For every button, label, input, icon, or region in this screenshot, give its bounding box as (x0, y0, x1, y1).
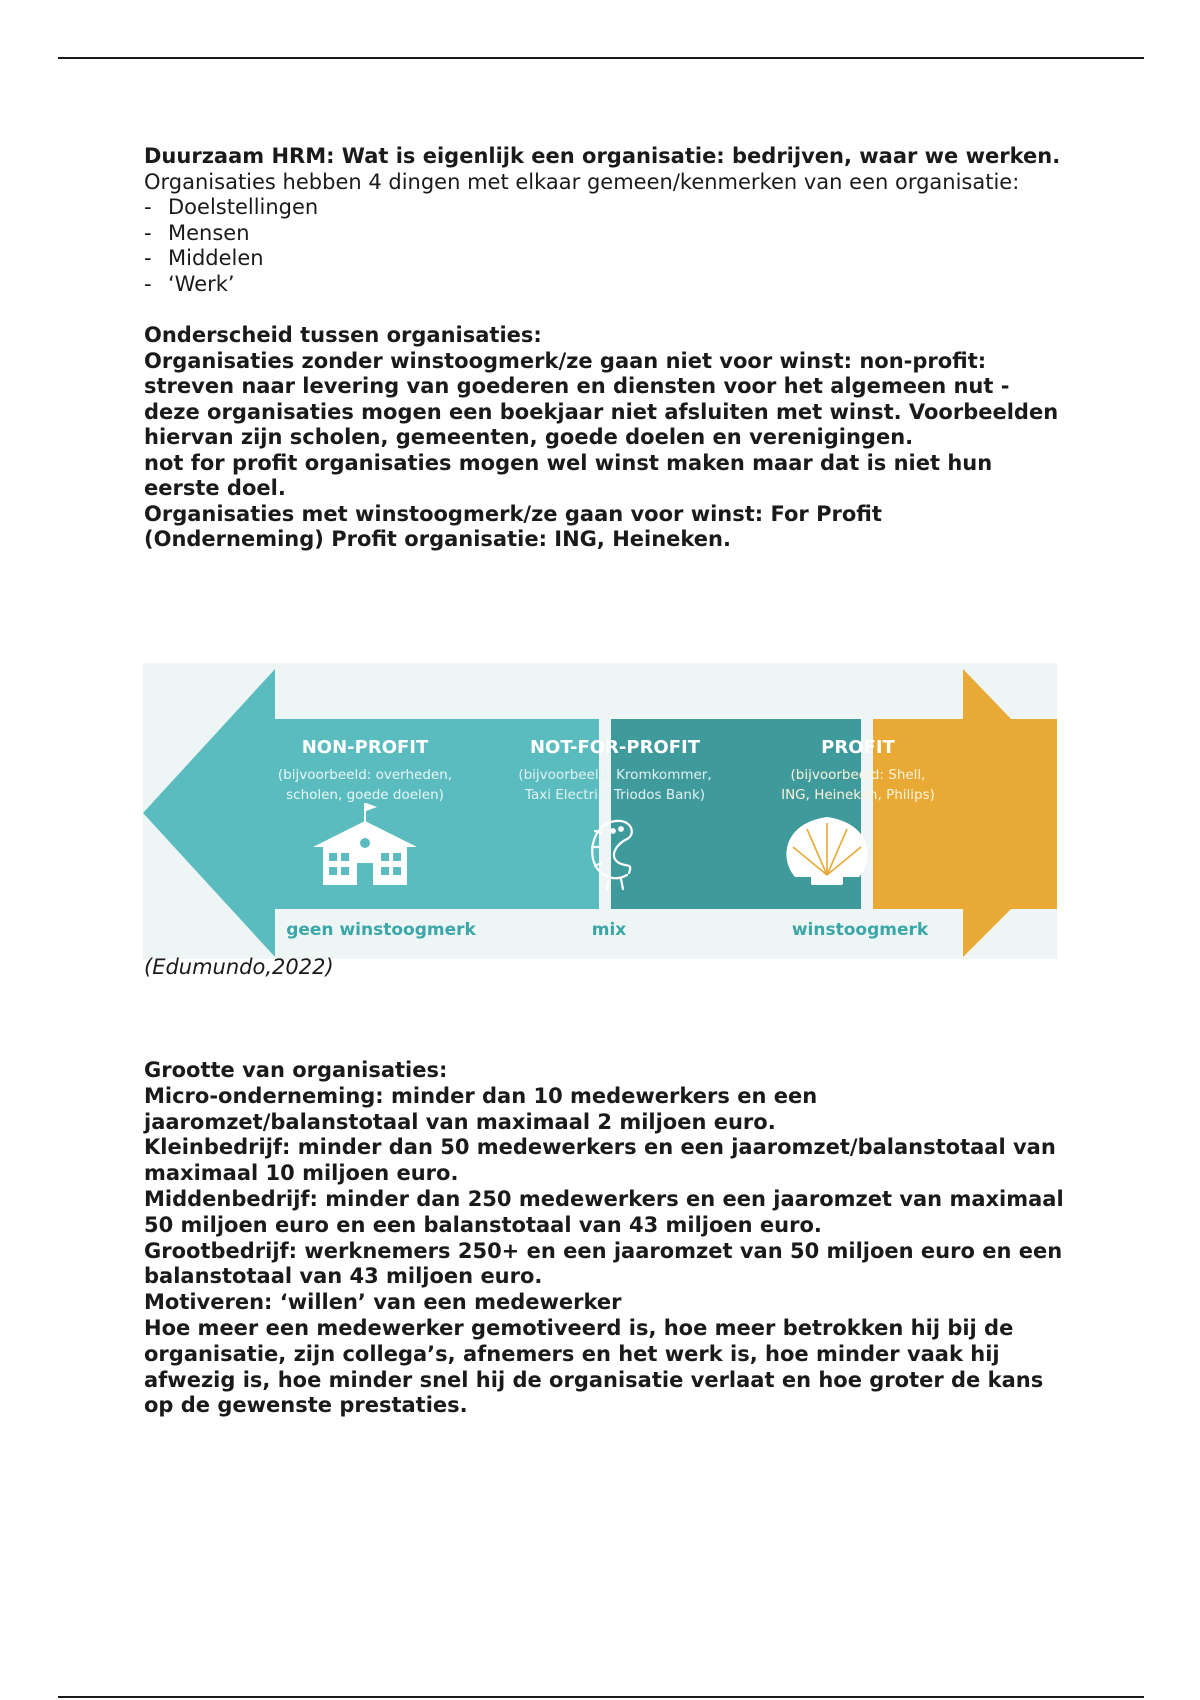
panel-title: PROFIT (821, 737, 895, 758)
panel-subtitle: (bijvoorbeeld: Kromkommer, (518, 767, 712, 783)
panel-title: NOT-FOR-PROFIT (529, 737, 701, 758)
kenmerken-list (144, 195, 1064, 297)
list-item: - Mensen (144, 221, 1064, 247)
heading-onderscheid: Onderscheid tussen organisaties: (144, 323, 542, 347)
heading-grootte: Grootte van organisaties: (144, 1058, 448, 1082)
panel-subtitle: (bijvoorbeeld: Shell, (790, 767, 926, 783)
top-rule (58, 57, 1144, 59)
footer-label: geen winstoogmerk (286, 920, 476, 940)
text-line: Kleinbedrijf: minder dan 50 medewerkers en een jaaromzet/balanstotaal van maximaal 10 miljoen euro. (144, 1135, 1056, 1186)
section-organisatie (144, 144, 1064, 553)
text-line: Grootbedrijf: werknemers 250+ en een jaaromzet van 50 miljoen euro en een balanstotaal van 43 miljoen euro. (144, 1238, 1063, 1289)
panel-subtitle: (bijvoorbeeld: overheden, (277, 767, 453, 783)
figure-caption: (Edumundo,2022) (144, 955, 334, 979)
list-item: - ‘Werk’ (144, 272, 1064, 298)
bottom-rule (58, 1696, 1144, 1698)
panel-subtitle: Taxi Electric, Triodos Bank) (524, 787, 706, 803)
section-grootte (144, 1058, 1064, 1419)
paragraph-not-for-profit: not for profit organisaties mogen wel winst maken maar dat is niet hun eerste doel. (144, 450, 993, 500)
footer-label: winstoogmerk (791, 920, 929, 940)
list-item: - Doelstellingen (144, 195, 1064, 221)
footer-label: mix (591, 920, 627, 940)
paragraph-non-profit: Organisaties zonder winstoogmerk/ze gaan niet voor winst: non-profit: streven naar levering van goederen en diensten voor het algemeen nut - deze organisaties mogen een boekjaar niet afsluiten met winst. Voorbeelden hiervan zijn scholen, gemeenten, goede doelen en verenigingen. (144, 348, 1059, 449)
list-item: - Middelen (144, 246, 1064, 272)
paragraph-profit: Organisaties met winstoogmerk/ze gaan voor winst: For Profit (Onderneming) Profit organisatie: ING, Heineken. (144, 501, 882, 551)
text-line: Motiveren: ‘willen’ van een medewerker (144, 1290, 622, 1315)
organisation-types-figure (143, 663, 1057, 959)
panel-subtitle: ING, Heineken, Philips) (781, 787, 935, 803)
text-line: Micro-onderneming: minder dan 10 medewerkers en een jaaromzet/balanstotaal van maximaal 2 miljoen euro. (144, 1083, 818, 1134)
panel-subtitle: scholen, goede doelen) (286, 787, 444, 803)
text-line: Hoe meer een medewerker gemotiveerd is, hoe meer betrokken hij bij de organisatie, zijn collega’s, afnemers en het werk is, hoe minder vaak hij afwezig is, hoe minder snel hij de organisatie verlaat en hoe groter de kans op de gewenste prestaties. (144, 1315, 1044, 1418)
heading-duurzaam-hrm: Duurzaam HRM: Wat is eigenlijk een organisatie: bedrijven, waar we werken. (144, 144, 1061, 168)
panel-title: NON-PROFIT (301, 737, 429, 758)
intro-text: Organisaties hebben 4 dingen met elkaar gemeen/kenmerken van een organisatie: (144, 169, 1020, 194)
text-line: Middenbedrijf: minder dan 250 medewerkers en een jaaromzet van maximaal 50 miljoen euro en een balanstotaal van 43 miljoen euro. (144, 1186, 1064, 1237)
